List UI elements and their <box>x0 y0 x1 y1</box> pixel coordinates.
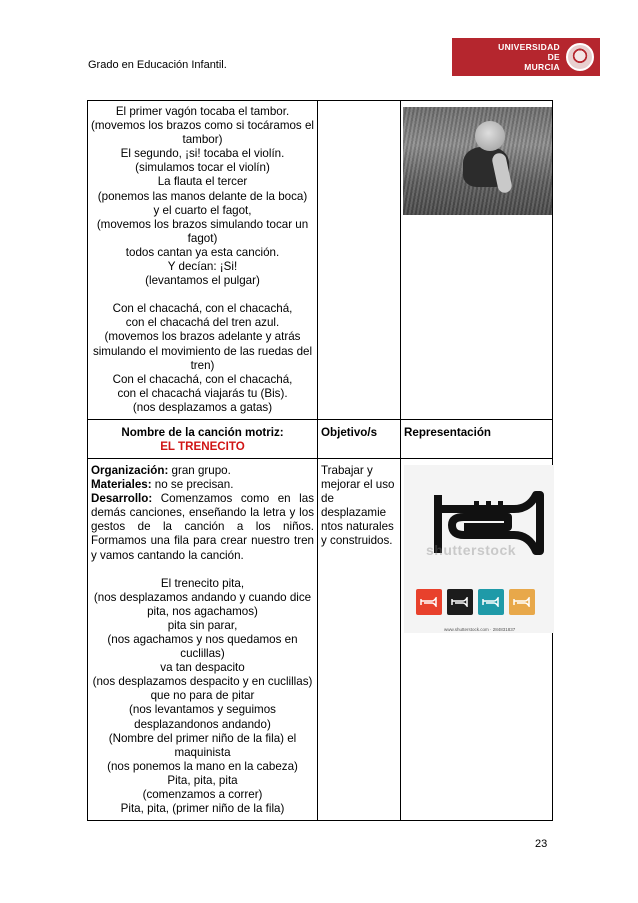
desarrollo-label: Desarrollo: <box>91 492 153 506</box>
trumpet-tile-icon <box>416 589 442 615</box>
baby-crawling-photo <box>403 107 552 215</box>
lyric-line: (nos desplazamos a gatas) <box>132 400 273 414</box>
lyric-line: (nos desplazamos despacito y en cuclillas) <box>92 675 313 689</box>
trumpet-tile-icon <box>509 589 535 615</box>
development-cell <box>88 458 318 820</box>
header-text: Grado en Educación Infantil. <box>88 59 227 71</box>
lyric-line: (nos levantamos y seguimos desplazandonos andando) <box>129 703 276 731</box>
song-name-label: Nombre de la canción motriz: <box>121 425 284 439</box>
organizacion-value: gran grupo. <box>168 463 231 477</box>
song-lyrics <box>91 577 314 817</box>
activity-table <box>87 100 553 821</box>
trumpet-tile-icon <box>478 589 504 615</box>
table-row <box>88 101 553 420</box>
lyric-line: (comenzamos a correr) <box>142 788 263 802</box>
university-logo <box>452 38 600 76</box>
trumpet-icon <box>404 465 554 585</box>
lyric-line: y el cuarto el fagot, <box>153 203 252 217</box>
lyric-line: pita sin parar, <box>167 618 238 632</box>
lyric-line: (levantamos el pulgar) <box>145 274 260 288</box>
logo-line-2: MURCIA <box>524 62 560 72</box>
lyric-line: Con el chacachá, con el chacachá, <box>112 372 293 386</box>
lyric-line: (nos desplazamos andando y cuando dice pita, nos agachamos) <box>93 590 312 618</box>
lyric-line <box>91 288 314 302</box>
materiales-label: Materiales: <box>91 478 152 492</box>
desarrollo-value: Comenzamos como en las demás canciones, enseñando la letra y los gestos de la canción a los niños. Formamos una fila para crear nuestro tren y vamos cantando la canción. <box>91 492 314 562</box>
lyric-line: (simulamos tocar el violín) <box>135 161 270 175</box>
lyric-line: (nos ponemos la mano en la cabeza) <box>107 759 298 773</box>
table-header-row <box>88 419 553 458</box>
lyric-line: El primer vagón tocaba el tambor. <box>115 105 290 118</box>
lyric-line: (Nombre del primer niño de la fila) el maquinista <box>108 731 297 759</box>
lyric-line: con el chacachá viajarás tu (Bis). <box>117 386 288 400</box>
lyric-line: (nos agachamos y nos quedamos en cuclillas) <box>107 633 298 661</box>
lyric-line: La flauta el tercer <box>157 175 248 189</box>
lyric-line: (movemos los brazos simulando tocar un fagot) <box>96 217 309 245</box>
lyric-line: El segundo, ¡si! tocaba el violín. <box>120 147 285 161</box>
lyric-line: con el chacachá del tren azul. <box>125 316 280 330</box>
song-name-header <box>88 419 318 458</box>
lyric-line: Y decían: ¡Si! <box>167 260 238 274</box>
lyric-line: Pita, pita, (primer niño de la fila) <box>120 802 285 816</box>
logo-line-1: UNIVERSIDAD DE <box>498 42 560 62</box>
representation-header: Representación <box>401 419 553 458</box>
materiales-value: no se precisan. <box>151 478 234 492</box>
table-row <box>88 458 553 820</box>
song-name-title: EL TRENECITO <box>160 440 245 454</box>
university-seal-icon <box>566 43 594 71</box>
lyric-line: (movemos los brazos como si tocáramos el tambor) <box>91 119 314 147</box>
trumpet-tiles <box>416 589 535 615</box>
objective-cell: Trabajar y mejorar el uso de desplazamie ntos naturales y construidos. <box>318 458 401 820</box>
representation-cell <box>401 458 553 820</box>
watermark-text: shutterstock <box>426 541 517 558</box>
lyric-line: El trenecito pita, <box>160 576 245 590</box>
lyric-line: que no para de pitar <box>150 689 255 703</box>
objective-header: Objetivo/s <box>318 419 401 458</box>
lyric-line: Pita, pita, pita <box>167 773 238 787</box>
organizacion-label: Organización: <box>91 463 169 477</box>
page-number: 23 <box>535 838 548 850</box>
lyric-line: (movemos los brazos adelante y atrás simulando el movimiento de las ruedas del tren) <box>92 330 313 372</box>
trumpet-tile-icon <box>447 589 473 615</box>
lyric-line: todos cantan ya esta canción. <box>125 245 280 259</box>
lyric-line: Con el chacachá, con el chacachá, <box>112 302 293 316</box>
trumpet-image <box>404 465 554 633</box>
image-caption: www.shutterstock.com · 284831837 <box>444 626 516 632</box>
photo-cell <box>401 101 553 420</box>
lyric-line: (ponemos las manos delante de la boca) <box>97 189 308 203</box>
lyrics-cell-1 <box>88 101 318 420</box>
objective-cell-empty <box>318 101 401 420</box>
lyric-line: va tan despacito <box>160 661 245 675</box>
